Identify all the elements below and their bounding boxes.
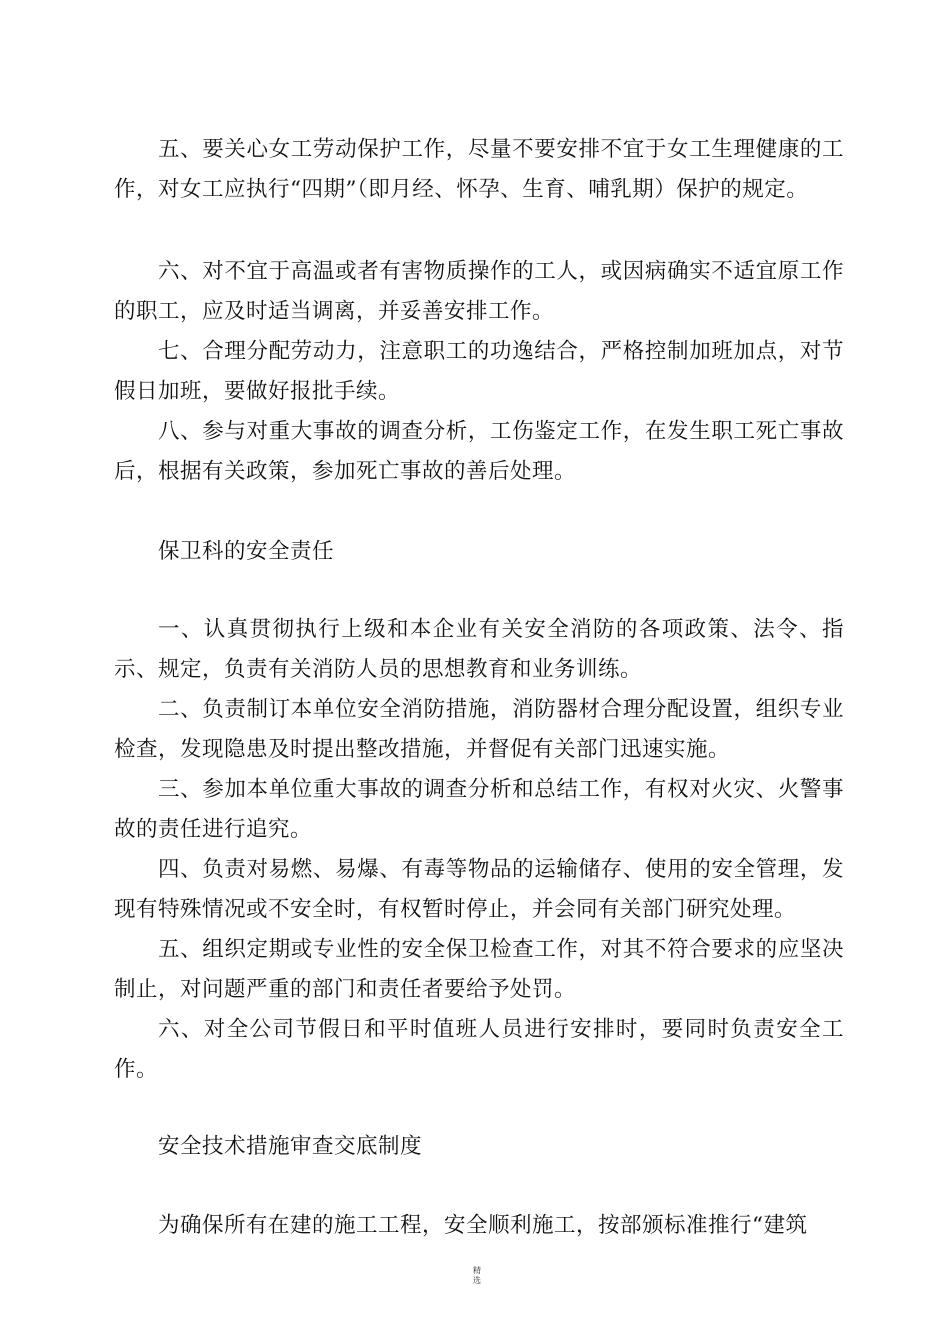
paragraph-labor-allocation: 七、合理分配劳动力，注意职工的功逸结合，严格控制加班加点，对节假日加班，要做好报批手续。: [114, 339, 844, 404]
section-heading-security-dept: 保卫科的安全责任: [158, 539, 335, 564]
paragraph-fire-measures: 二、负责制订本单位安全消防措施，消防器材合理分配设置，组织专业检查，发现隐患及时提出整改措施，并督促有关部门迅速实施。: [114, 697, 844, 762]
paragraph-accident-investigation: 八、参与对重大事故的调查分析，工伤鉴定工作，在发生职工死亡事故后，根据有关政策，参加死亡事故的善后处理。: [114, 419, 844, 484]
paragraph-duty-arrangement: 六、对全公司节假日和平时值班人员进行安排时，要同时负责安全工作。: [114, 1017, 844, 1082]
section-heading-technical-measures: 安全技术措施审查交底制度: [158, 1134, 423, 1159]
paragraph-security-inspection: 五、组织定期或专业性的安全保卫检查工作，对其不符合要求的应坚决制止，对问题严重的部门和责任者要给予处罚。: [114, 937, 844, 1002]
paragraph-accident-analysis: 三、参加本单位重大事故的调查分析和总结工作，有权对火灾、火警事故的责任进行追究。: [114, 777, 844, 842]
paragraph-worker-reassignment: 六、对不宜于高温或者有害物质操作的工人，或因病确实不适宜原工作的职工，应及时适当调离，并妥善安排工作。: [114, 259, 844, 324]
paragraph-female-worker-protection: 五、要关心女工劳动保护工作，尽量不要安排不宜于女工生理健康的工作，对女工应执行“四期”（即月经、怀孕、生育、哺乳期）保护的规定。: [114, 137, 844, 202]
page-footer-label: 精选: [473, 1266, 481, 1285]
paragraph-security-policy: 一、认真贯彻执行上级和本企业有关安全消防的各项政策、法令、指示、规定，负责有关消防人员的思想教育和业务训练。: [114, 617, 844, 682]
paragraph-hazardous-materials: 四、负责对易燃、易爆、有毒等物品的运输储存、使用的安全管理，发现有特殊情况或不安全时，有权暂时停止，并会同有关部门研究处理。: [114, 857, 844, 922]
paragraph-construction-safety: 为确保所有在建的施工工程，安全顺利施工，按部颁标准推行“建筑: [158, 1213, 808, 1238]
